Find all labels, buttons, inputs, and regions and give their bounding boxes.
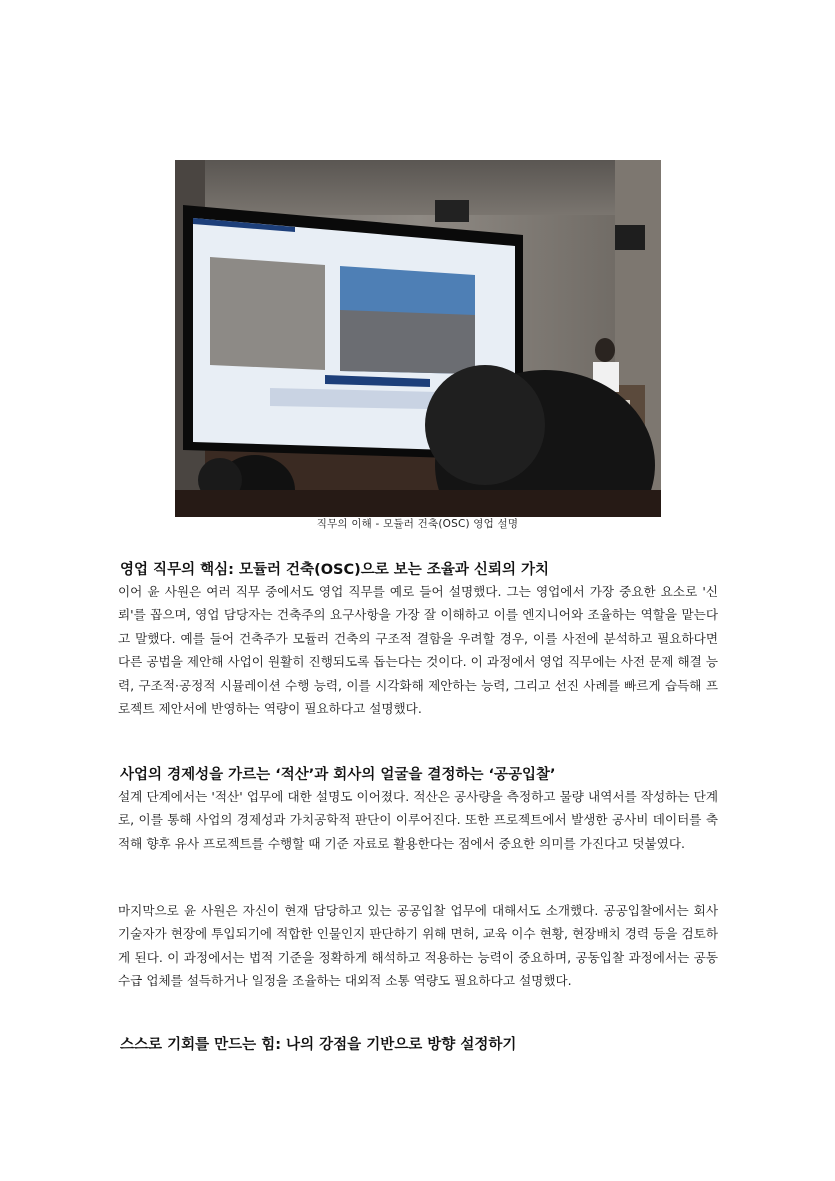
paragraph-public-bidding: 마지막으로 윤 사원은 자신이 현재 담당하고 있는 공공입찰 업무에 대해서도 소개했다. 공공입찰에서는 회사 기술자가 현장에 투입되기에 적합한 인물인지 판단하기 위해 면허, 교육 이수 현황, 현장배치 경력 등을 검토하게 된다. 이 과정에서는 법적 기준을 정확하게 해석하고 적용하는 능력이 중요하며, 공동입찰 과정에서는 공동수급 업체를 설득하거나 일정을 조율하는 대외적 소통 역량도 필요하다고 설명했다. (118, 903, 718, 989)
paragraph-sales: 이어 윤 사원은 여러 직무 중에서도 영업 직무를 예로 들어 설명했다. 그는 영업에서 가장 중요한 요소로 '신뢰'를 꼽으며, 영업 담당자는 건축주의 요구사항을 가장 잘 이해하고 이를 엔지니어와 조율하는 역할을 맡는다고 말했다. 예를 들어 건축주가 모듈러 건축의 구조적 결함을 우려할 경우, 이를 사전에 분석하고 필요하다면 다른 공법을 제안해 사업이 원활히 진행되도록 돕는다는 것이다. 이 과정에서 영업 직무에는 사전 문제 해결 능력, 구조적·공정적 시뮬레이션 수행 능력, 이를 시각화해 제안하는 능력, 그리고 선진 사례를 빠르게 습득해 프로젝트 제안서에 반영하는 역량이 필요하다고 설명했다. (118, 584, 718, 717)
section-heading-estimation-bidding: 사업의 경제성을 가르는 ‘적산’과 회사의 얼굴을 결정하는 ‘공공입찰’ (120, 767, 556, 783)
section-heading-self-direction: 스스로 기회를 만드는 힘: 나의 강점을 기반으로 방향 설정하기 (120, 1037, 517, 1053)
paragraph-estimation: 설계 단계에서는 '적산' 업무에 대한 설명도 이어졌다. 적산은 공사량을 측정하고 물량 내역서를 작성하는 단계로, 이를 통해 사업의 경제성과 가치공학적 판단이 이루어진다. 또한 프로젝트에서 발생한 공사비 데이터를 축적해 향후 유사 프로젝트를 수행할 때 기준 자료로 활용한다는 점에서 중요한 의미를 가진다고 덧붙였다. (118, 789, 718, 851)
photo-caption: 직무의 이해 - 모듈러 건축(OSC) 영업 설명 (316, 518, 519, 530)
seminar-photo (175, 160, 661, 517)
seminar-photo-illustration (175, 160, 661, 517)
section-heading-sales: 영업 직무의 핵심: 모듈러 건축(OSC)으로 보는 조율과 신뢰의 가치 (120, 562, 550, 578)
